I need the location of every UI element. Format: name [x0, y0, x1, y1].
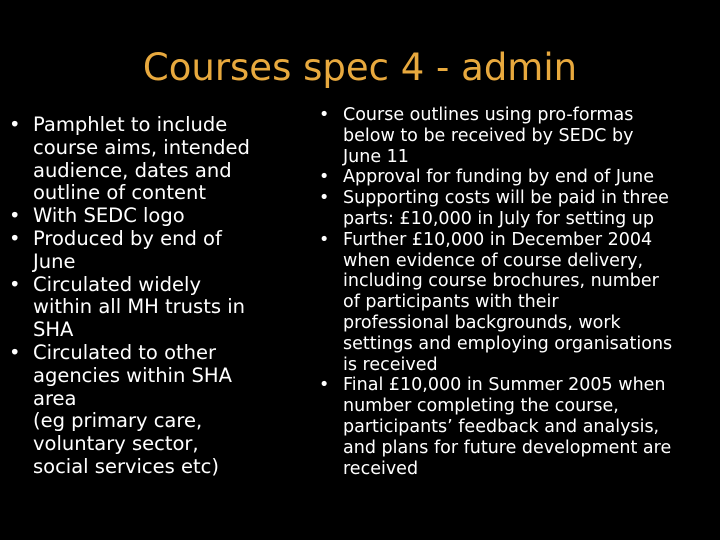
bullet-text: Supporting costs will be paid in three parts: £10,000 in July for setting up	[343, 188, 669, 229]
bullet-icon: •	[319, 188, 330, 209]
bullet-icon: •	[319, 375, 330, 396]
bullet-text: Circulated to other agencies within SHA area (eg primary care, voluntary sector, social services etc)	[33, 340, 232, 478]
list-item	[9, 204, 283, 228]
list-item	[9, 226, 283, 274]
bullet-text: Course outlines using pro-formas below to be received by SEDC by June 11	[343, 105, 634, 167]
list-item	[319, 105, 715, 167]
bullet-text: Approval for funding by end of June	[343, 167, 655, 188]
bullet-icon: •	[9, 226, 21, 250]
list-item	[9, 340, 283, 479]
left-bullet-list	[9, 113, 283, 479]
bullet-text: Produced by end of June	[33, 226, 222, 273]
bullet-icon: •	[9, 113, 21, 136]
bullet-text: With SEDC logo	[33, 204, 185, 228]
right-bullet-list	[319, 105, 715, 479]
bullet-text: Circulated widely within all MH trusts in SHA	[33, 272, 245, 342]
slide-title: Courses spec 4 - admin	[142, 46, 578, 89]
bullet-icon: •	[319, 229, 330, 250]
bullet-icon: •	[319, 105, 330, 125]
list-item	[319, 375, 715, 479]
bullet-icon: •	[319, 167, 330, 188]
bullet-icon: •	[9, 204, 21, 228]
bullet-text: Further £10,000 in December 2004 when evidence of course delivery, including course brochures, number of participants with their professional backgrounds, work settings and employing organisations is received	[343, 229, 673, 375]
bullet-icon: •	[9, 272, 21, 296]
list-item	[9, 113, 283, 205]
list-item	[9, 272, 283, 342]
bullet-text: Pamphlet to include course aims, intended audience, dates and outline of content	[33, 113, 250, 205]
bullet-text: Final £10,000 in Summer 2005 when number completing the course, participants’ feedback and analysis, and plans for future development are received	[343, 375, 672, 479]
list-item	[319, 229, 715, 376]
bullet-icon: •	[9, 340, 21, 364]
list-item	[319, 167, 715, 188]
list-item	[319, 188, 715, 230]
